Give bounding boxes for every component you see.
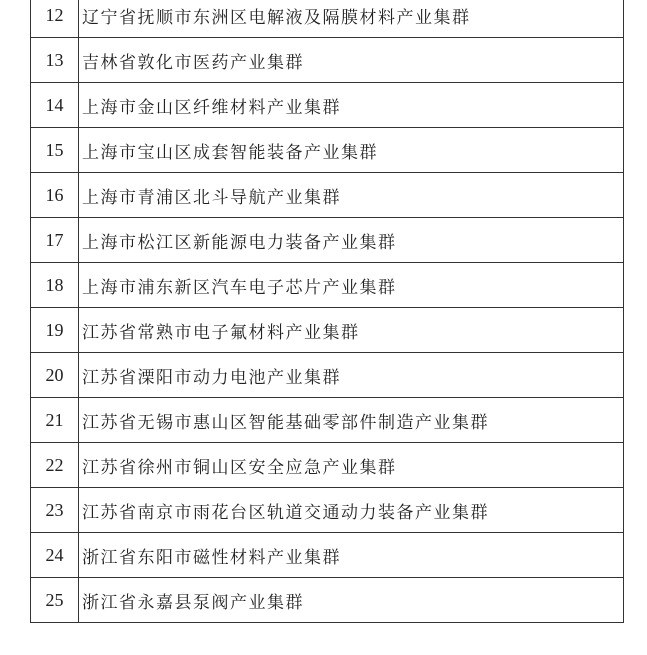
table-row bbox=[31, 218, 624, 263]
row-number-cell: 17 bbox=[31, 218, 79, 263]
table-row bbox=[31, 0, 624, 38]
row-number-cell: 19 bbox=[31, 308, 79, 353]
row-number-cell: 23 bbox=[31, 488, 79, 533]
table-row bbox=[31, 128, 624, 173]
row-number-cell: 20 bbox=[31, 353, 79, 398]
row-number-cell: 21 bbox=[31, 398, 79, 443]
table-row bbox=[31, 398, 624, 443]
cluster-name-cell: 江苏省常熟市电子氟材料产业集群 bbox=[79, 308, 624, 353]
table-body bbox=[31, 0, 624, 623]
cluster-name-cell: 辽宁省抚顺市东洲区电解液及隔膜材料产业集群 bbox=[79, 0, 624, 38]
table-row bbox=[31, 308, 624, 353]
row-number-cell: 12 bbox=[31, 0, 79, 38]
cluster-name-cell: 江苏省溧阳市动力电池产业集群 bbox=[79, 353, 624, 398]
row-number-cell: 14 bbox=[31, 83, 79, 128]
table-row bbox=[31, 488, 624, 533]
row-number-cell: 25 bbox=[31, 578, 79, 623]
cluster-name-cell: 浙江省永嘉县泵阀产业集群 bbox=[79, 578, 624, 623]
cluster-name-cell: 上海市金山区纤维材料产业集群 bbox=[79, 83, 624, 128]
cluster-name-cell: 上海市青浦区北斗导航产业集群 bbox=[79, 173, 624, 218]
row-number-cell: 24 bbox=[31, 533, 79, 578]
table-row bbox=[31, 353, 624, 398]
table-row bbox=[31, 443, 624, 488]
cluster-name-cell: 上海市浦东新区汽车电子芯片产业集群 bbox=[79, 263, 624, 308]
cluster-name-cell: 江苏省南京市雨花台区轨道交通动力装备产业集群 bbox=[79, 488, 624, 533]
cluster-list-table bbox=[30, 0, 624, 623]
cluster-name-cell: 江苏省徐州市铜山区安全应急产业集群 bbox=[79, 443, 624, 488]
table-row bbox=[31, 83, 624, 128]
table-row bbox=[31, 533, 624, 578]
table-row bbox=[31, 38, 624, 83]
row-number-cell: 22 bbox=[31, 443, 79, 488]
row-number-cell: 18 bbox=[31, 263, 79, 308]
cluster-name-cell: 江苏省无锡市惠山区智能基础零部件制造产业集群 bbox=[79, 398, 624, 443]
cluster-name-cell: 吉林省敦化市医药产业集群 bbox=[79, 38, 624, 83]
cluster-name-cell: 浙江省东阳市磁性材料产业集群 bbox=[79, 533, 624, 578]
table-row bbox=[31, 263, 624, 308]
table-row bbox=[31, 578, 624, 623]
row-number-cell: 13 bbox=[31, 38, 79, 83]
cluster-name-cell: 上海市松江区新能源电力装备产业集群 bbox=[79, 218, 624, 263]
table-row bbox=[31, 173, 624, 218]
row-number-cell: 15 bbox=[31, 128, 79, 173]
cluster-name-cell: 上海市宝山区成套智能装备产业集群 bbox=[79, 128, 624, 173]
row-number-cell: 16 bbox=[31, 173, 79, 218]
cluster-list-table-container bbox=[30, 0, 624, 623]
